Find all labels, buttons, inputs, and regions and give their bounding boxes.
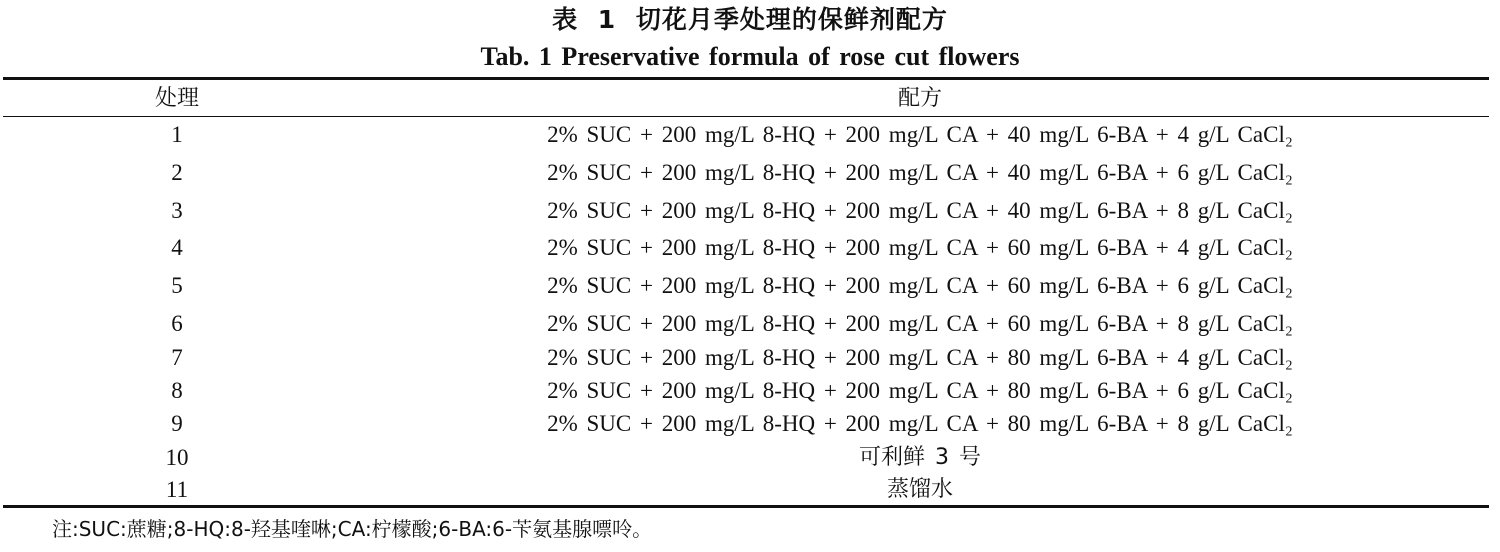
- table-cell-treatment: 2: [171, 160, 183, 185]
- table-cell-treatment: 5: [171, 273, 183, 298]
- table-cell-formula: 2% SUC + 200 mg/L 8-HQ + 200 mg/L CA + 60 mg/L 6-BA + 8 g/L CaCl₂: [547, 311, 1293, 336]
- table-cell-treatment: 9: [171, 411, 183, 436]
- table-cell-formula: 2% SUC + 200 mg/L 8-HQ + 200 mg/L CA + 40 mg/L 6-BA + 6 g/L CaCl₂: [547, 160, 1293, 185]
- header-formula: 配方: [897, 86, 942, 111]
- table-cell-formula: 2% SUC + 200 mg/L 8-HQ + 200 mg/L CA + 60 mg/L 6-BA + 4 g/L CaCl₂: [547, 235, 1293, 260]
- table-cell-formula: 可利鲜 3 号: [859, 445, 981, 470]
- table-cell-treatment: 8: [171, 378, 183, 403]
- table-cell-treatment: 6: [171, 311, 183, 336]
- header-treatment: 处理: [154, 86, 199, 111]
- table-cell-formula: 2% SUC + 200 mg/L 8-HQ + 200 mg/L CA + 80 mg/L 6-BA + 6 g/L CaCl₂: [547, 378, 1293, 403]
- table-footnote: 注:SUC:蔗糖;8-HQ:8-羟基喹啉;CA:柠檬酸;6-BA:6-苄氨基腺嘌呤。: [52, 517, 653, 541]
- table-cell-treatment: 11: [165, 477, 189, 502]
- table-cell-treatment: 3: [171, 198, 183, 223]
- table-title-english: Tab. 1 Preservative formula of rose cut flowers: [480, 42, 1020, 71]
- table-title-chinese: 表 1 切花月季处理的保鲜剂配方: [552, 5, 948, 34]
- table-cell-formula: 2% SUC + 200 mg/L 8-HQ + 200 mg/L CA + 80 mg/L 6-BA + 8 g/L CaCl₂: [547, 411, 1293, 436]
- table-cell-treatment: 4: [171, 235, 183, 260]
- table-cell-formula: 2% SUC + 200 mg/L 8-HQ + 200 mg/L CA + 40 mg/L 6-BA + 8 g/L CaCl₂: [547, 198, 1293, 223]
- table-cell-treatment: 1: [171, 122, 183, 147]
- table-cell-formula: 蒸馏水: [886, 477, 953, 502]
- table-cell-formula: 2% SUC + 200 mg/L 8-HQ + 200 mg/L CA + 40 mg/L 6-BA + 4 g/L CaCl₂: [547, 122, 1293, 147]
- table-cell-treatment: 10: [165, 445, 189, 470]
- table-cell-treatment: 7: [171, 345, 183, 370]
- table-cell-formula: 2% SUC + 200 mg/L 8-HQ + 200 mg/L CA + 80 mg/L 6-BA + 4 g/L CaCl₂: [547, 345, 1293, 370]
- table-header-rule: [3, 116, 1489, 117]
- table-cell-formula: 2% SUC + 200 mg/L 8-HQ + 200 mg/L CA + 60 mg/L 6-BA + 6 g/L CaCl₂: [547, 273, 1293, 298]
- table-top-rule: [3, 77, 1489, 80]
- table-bottom-rule: [3, 505, 1489, 508]
